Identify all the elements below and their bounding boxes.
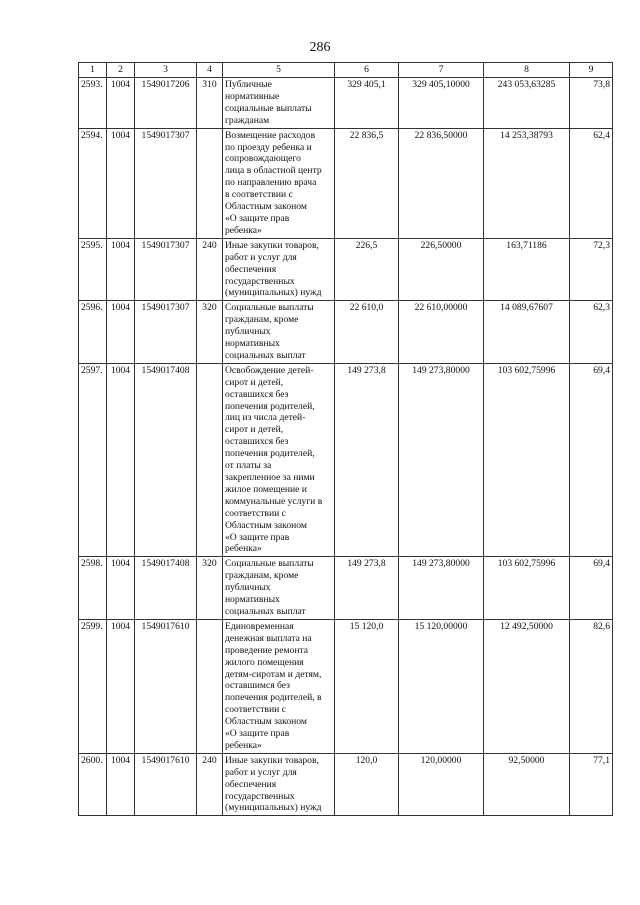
row-number: 2600. (79, 753, 107, 816)
item-name-line: нормативных (225, 338, 280, 350)
expense-type-code (197, 619, 223, 753)
row-number: 2595. (79, 238, 107, 301)
item-name-line: жилое помещение и (225, 483, 307, 495)
target-article-code: 1549017610 (135, 619, 197, 753)
target-article-code: 1549017206 (135, 78, 197, 129)
target-article-code: 1549017307 (135, 238, 197, 301)
row-number: 2597. (79, 363, 107, 557)
item-name-line: соответствии с (225, 704, 286, 716)
item-name (223, 301, 335, 364)
item-name-line: попечения родителей, (225, 400, 315, 412)
table-row (79, 238, 613, 301)
executed-amount: 243 053,63285 (484, 78, 570, 129)
section-code: 1004 (107, 753, 135, 816)
row-number: 2596. (79, 301, 107, 364)
item-name-line: публичных (225, 326, 271, 338)
item-name-line: жилого помещения (225, 656, 304, 668)
item-name-line: «О защите прав (225, 531, 290, 543)
table-row (79, 128, 613, 238)
executed-amount: 163,71186 (484, 238, 570, 301)
column-number-row (79, 63, 613, 78)
section-code: 1004 (107, 619, 135, 753)
target-article-code: 1549017408 (135, 363, 197, 557)
item-name-line: (муниципальных) нужд (225, 287, 322, 299)
refined-amount: 120,00000 (399, 753, 484, 816)
item-name-line: социальные выплаты (225, 102, 312, 114)
item-name-line: попечения родителей, (225, 448, 315, 460)
table-row (79, 557, 613, 620)
item-name-line: (муниципальных) нужд (225, 802, 322, 814)
section-code: 1004 (107, 238, 135, 301)
approved-amount: 149 273,8 (335, 363, 399, 557)
item-name (223, 78, 335, 129)
refined-amount: 22 836,50000 (399, 128, 484, 238)
section-code: 1004 (107, 128, 135, 238)
section-code: 1004 (107, 557, 135, 620)
item-name-line: Иные закупки товаров, (225, 754, 319, 766)
item-name-line: Областным законом (225, 201, 307, 213)
item-name (223, 128, 335, 238)
table-row (79, 619, 613, 753)
expense-type-code: 320 (197, 557, 223, 620)
item-name (223, 363, 335, 557)
item-name-line: сирот и детей, (225, 424, 284, 436)
table-row (79, 301, 613, 364)
executed-amount: 14 089,67607 (484, 301, 570, 364)
column-header: 8 (484, 63, 570, 78)
row-number: 2594. (79, 128, 107, 238)
item-name-line: Возмещение расходов (225, 129, 316, 141)
expense-type-code: 310 (197, 78, 223, 129)
item-name-line: денежная выплата на (225, 632, 312, 644)
item-name-line: нормативные (225, 90, 280, 102)
item-name-line: обеспечения (225, 778, 277, 790)
refined-amount: 22 610,00000 (399, 301, 484, 364)
column-header: 7 (399, 63, 484, 78)
item-name (223, 238, 335, 301)
section-code: 1004 (107, 78, 135, 129)
item-name-line: лиц из числа детей- (225, 412, 306, 424)
item-name-line: Областным законом (225, 716, 307, 728)
expense-type-code: 240 (197, 753, 223, 816)
table-row (79, 753, 613, 816)
budget-table (78, 62, 613, 816)
executed-amount: 92,50000 (484, 753, 570, 816)
item-name (223, 557, 335, 620)
item-name-line: проведение ремонта (225, 644, 309, 656)
item-name-line: по направлению врача (225, 177, 317, 189)
approved-amount: 226,5 (335, 238, 399, 301)
item-name-line: работ и услуг для (225, 766, 297, 778)
item-name-line: гражданам, кроме (225, 570, 299, 582)
item-name-line: Освобождение детей- (225, 364, 314, 376)
approved-amount: 22 610,0 (335, 301, 399, 364)
item-name-line: ребенка» (225, 543, 262, 555)
item-name-line: «О защите прав (225, 728, 290, 740)
item-name-line: Областным законом (225, 519, 307, 531)
item-name-line: Единовременная (225, 620, 294, 632)
execution-percent: 77,1 (570, 753, 613, 816)
item-name-line: публичных (225, 582, 271, 594)
executed-amount: 103 602,75996 (484, 363, 570, 557)
refined-amount: 329 405,10000 (399, 78, 484, 129)
item-name-line: закрепленное за ними (225, 472, 315, 483)
item-name-line: Иные закупки товаров, (225, 239, 319, 251)
refined-amount: 149 273,80000 (399, 363, 484, 557)
column-header: 2 (107, 63, 135, 78)
approved-amount: 22 836,5 (335, 128, 399, 238)
column-header: 9 (570, 63, 613, 78)
target-article-code: 1549017307 (135, 301, 197, 364)
column-header: 6 (335, 63, 399, 78)
row-number: 2598. (79, 557, 107, 620)
item-name-line: Социальные выплаты (225, 558, 314, 570)
target-article-code: 1549017408 (135, 557, 197, 620)
expense-type-code: 240 (197, 238, 223, 301)
item-name-line: детям-сиротам и детям, (225, 668, 322, 680)
section-code: 1004 (107, 363, 135, 557)
column-header: 5 (223, 63, 335, 78)
execution-percent: 62,4 (570, 128, 613, 238)
item-name-line: сопровождающего (225, 153, 301, 165)
approved-amount: 149 273,8 (335, 557, 399, 620)
item-name-line: по проезду ребенка и (225, 141, 312, 153)
table-row (79, 363, 613, 557)
item-name-line: коммунальные услуги в (225, 495, 323, 507)
approved-amount: 329 405,1 (335, 78, 399, 129)
item-name-line: от платы за (225, 460, 272, 472)
item-name-line: ребенка» (225, 224, 262, 236)
item-name-line: социальных выплат (225, 605, 306, 617)
item-name-line: гражданам (225, 114, 270, 126)
approved-amount: 15 120,0 (335, 619, 399, 753)
item-name-line: государственных (225, 790, 295, 802)
page-number: 286 (309, 40, 331, 55)
column-header: 1 (79, 63, 107, 78)
execution-percent: 82,6 (570, 619, 613, 753)
column-header: 3 (135, 63, 197, 78)
item-name-line: гражданам, кроме (225, 314, 299, 326)
table-row (79, 78, 613, 129)
item-name-line: «О защите прав (225, 212, 290, 224)
item-name-line: государственных (225, 275, 295, 287)
item-name-line: соответствии с (225, 507, 286, 519)
section-code: 1004 (107, 301, 135, 364)
row-number: 2599. (79, 619, 107, 753)
execution-percent: 62,3 (570, 301, 613, 364)
item-name-line: Публичные (225, 79, 272, 90)
executed-amount: 14 253,38793 (484, 128, 570, 238)
refined-amount: 149 273,80000 (399, 557, 484, 620)
item-name-line: ребенка» (225, 739, 262, 751)
refined-amount: 226,50000 (399, 238, 484, 301)
execution-percent: 73,8 (570, 78, 613, 129)
executed-amount: 103 602,75996 (484, 557, 570, 620)
item-name-line: сирот и детей, (225, 376, 284, 388)
item-name-line: попечения родителей, в (225, 692, 322, 704)
approved-amount: 120,0 (335, 753, 399, 816)
item-name-line: лица в областной центр (225, 165, 322, 177)
item-name-line: обеспечения (225, 263, 277, 275)
table-body (79, 78, 613, 816)
target-article-code: 1549017307 (135, 128, 197, 238)
refined-amount: 15 120,00000 (399, 619, 484, 753)
item-name-line: Социальные выплаты (225, 302, 314, 314)
item-name-line: работ и услуг для (225, 251, 297, 263)
item-name-line: оставшихся без (225, 436, 289, 448)
execution-percent: 69,4 (570, 557, 613, 620)
column-header: 4 (197, 63, 223, 78)
execution-percent: 72,3 (570, 238, 613, 301)
item-name-line: в соответствии с (225, 189, 293, 201)
item-name-line: социальных выплат (225, 349, 306, 361)
item-name-line: оставшимся без (225, 680, 290, 692)
expense-type-code (197, 128, 223, 238)
execution-percent: 69,4 (570, 363, 613, 557)
item-name (223, 753, 335, 816)
item-name-line: нормативных (225, 594, 280, 606)
item-name (223, 619, 335, 753)
item-name-line: оставшихся без (225, 388, 289, 400)
expense-type-code: 320 (197, 301, 223, 364)
target-article-code: 1549017610 (135, 753, 197, 816)
row-number: 2593. (79, 78, 107, 129)
expense-type-code (197, 363, 223, 557)
executed-amount: 12 492,50000 (484, 619, 570, 753)
